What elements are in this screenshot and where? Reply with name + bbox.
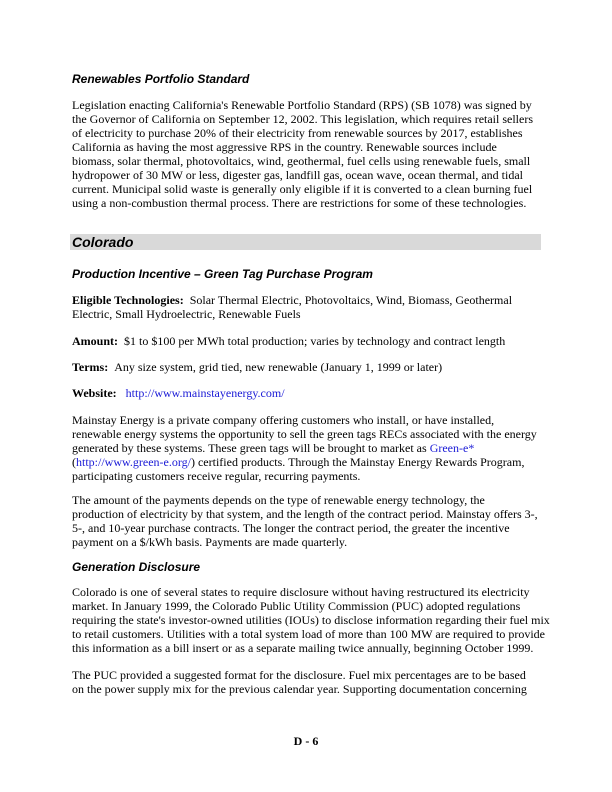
text-line: hydropower of 30 MW or less, digester gas, landfill gas, ocean wave, ocean thermal, and tidal [72,168,523,182]
state-title: Colorado [72,234,134,250]
disclosure-heading: Generation Disclosure [72,560,201,574]
text-line: current. Municipal solid waste is generally only eligible if it is converted to a clean burning fuel [72,182,533,196]
paren-open: ( [72,455,76,469]
rps-heading: Renewables Portfolio Standard [72,72,250,86]
amount-value: $1 to $100 per MWh total production; varies by technology and contract length [124,334,506,348]
puc-paragraph [72,668,547,696]
eligible-technologies [72,293,547,321]
page-number: D - 6 [293,734,319,748]
disclosure-paragraph [72,585,550,655]
text-line: 5-, and 10-year purchase contracts. The longer the contract period, the greater the incentive [72,521,510,535]
terms-row [72,360,547,374]
terms-value: Any size system, grid tied, new renewable (January 1, 1999 or later) [114,360,443,374]
text-line: Colorado is one of several states to require disclosure without having restructured its electricity [72,585,530,599]
rps-paragraph [72,98,547,210]
terms-label: Terms: [72,360,109,374]
incentive-heading: Production Incentive – Green Tag Purchase Program [72,267,373,281]
text-line: generated by these systems. These green tags will be brought to market as [72,441,430,455]
text-line: to retail customers. Utilities with a total system load of more than 100 MW are required to provide [72,627,545,641]
text-line: participating customers receive regular, recurring payments. [72,469,361,483]
state-section-header [70,234,541,250]
text-line: market. In January 1999, the Colorado Public Utility Commission (PUC) adopted regulations [72,599,521,613]
green-e-url-link[interactable]: http://www.green-e.org/ [76,455,191,469]
eligible-label: Eligible Technologies: [72,293,184,307]
amount-row [72,334,547,348]
text-line: The amount of the payments depends on the type of renewable energy technology, the [72,493,485,507]
eligible-value: Solar Thermal Electric, Photovoltaics, Wind, Biomass, Geothermal [189,293,513,307]
text-line: The PUC provided a suggested format for the disclosure. Fuel mix percentages are to be based [72,668,526,682]
payments-paragraph [72,493,547,549]
website-row [72,386,547,400]
text-line: payment on a $/kWh basis. Payments are made quarterly. [72,535,348,549]
text-line: California as having the most aggressive RPS in the country. Renewable sources include [72,140,497,154]
text-line: Legislation enacting California's Renewable Portfolio Standard (RPS) (SB 1078) was signed by [72,98,532,112]
mainstay-paragraph [72,413,547,483]
text-line: production of electricity by that system, and the length of the contract period. Mainstay offers 3-, [72,507,538,521]
eligible-value-cont: Electric, Small Hydroelectric, Renewable Fuels [72,307,301,321]
website-label: Website: [72,386,117,400]
text-line: renewable energy systems the opportunity to sell the green tags RECs associated with the energy [72,427,537,441]
amount-label: Amount: [72,334,119,348]
text-line: the Governor of California on September 12, 2002. This legislation, which requires retail sellers [72,112,533,126]
text-line: of electricity to purchase 20% of their electricity from renewable sources by 2017, establishes [72,126,523,140]
text-line: requiring the state's investor-owned utilities (IOUs) to disclose information regarding their fuel mix [72,613,550,627]
text-line: ) certified products. Through the Mainstay Energy Rewards Program, [190,455,525,469]
green-e-link[interactable]: Green-e* [429,441,475,455]
text-line: biomass, solar thermal, photovoltaics, wind, geothermal, fuel cells using renewable fuels, small [72,154,531,168]
website-link[interactable]: http://www.mainstayenergy.com/ [125,386,285,400]
text-line: using a non-combustion thermal process. There are restrictions for some of these technologies. [72,196,527,210]
text-line: Mainstay Energy is a private company offering customers who install, or have installed, [72,413,495,427]
text-line: on the power supply mix for the previous calendar year. Supporting documentation concerning [72,682,527,696]
text-line: this information as a bill insert or as a separate mailing twice annually, beginning October 1999. [72,641,534,655]
